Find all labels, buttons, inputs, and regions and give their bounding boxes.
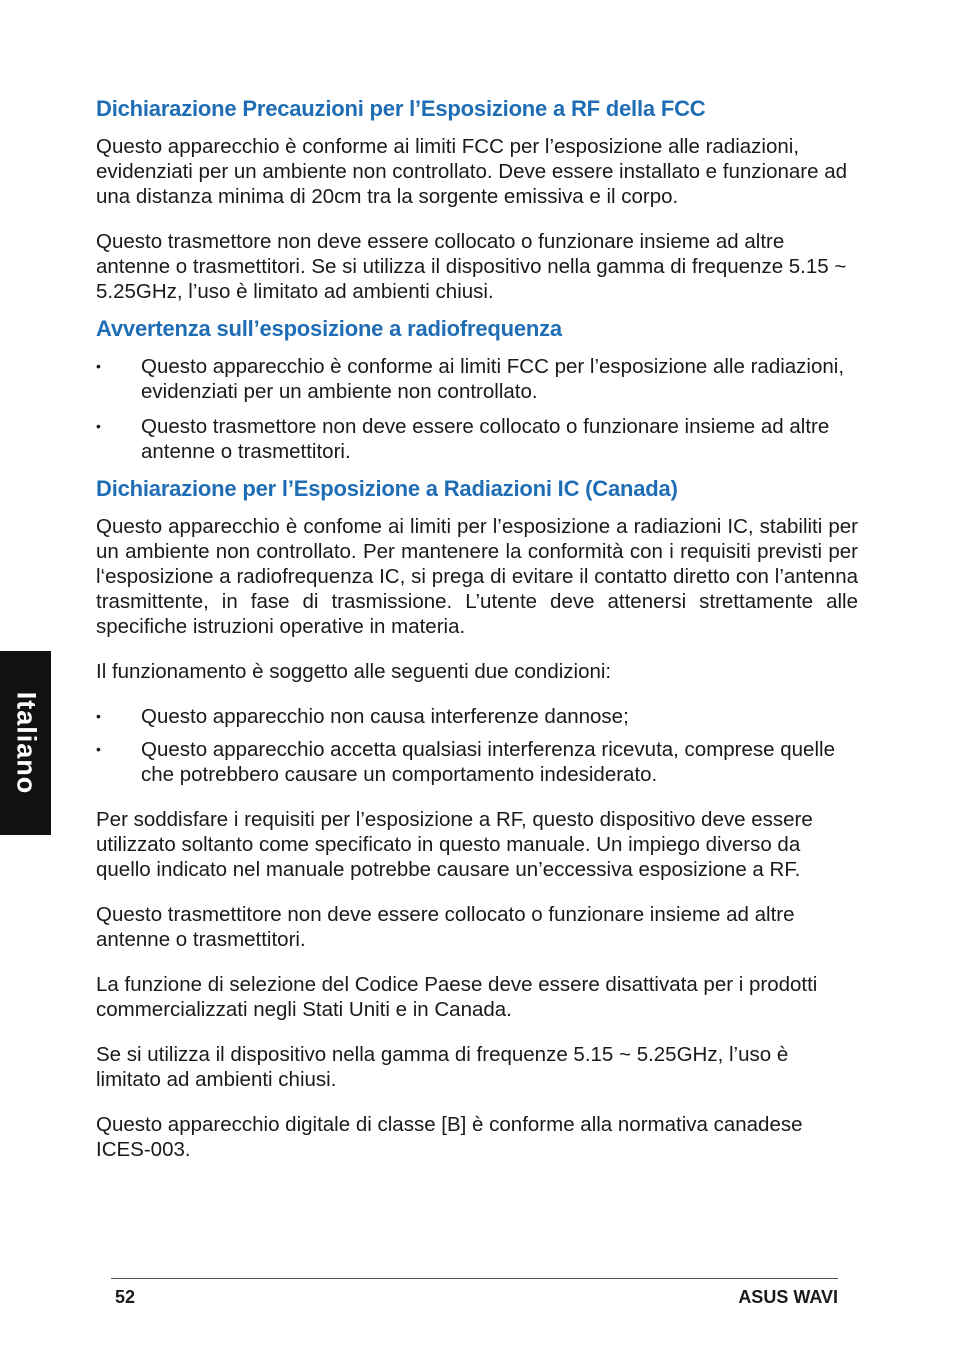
fcc-heading: Dichiarazione Precauzioni per l’Esposizione a RF della FCC xyxy=(96,96,706,121)
ic-paragraph-4: Questo trasmettitore non deve essere collocato o funzionare insieme ad altre antenne o trasmettitori. xyxy=(96,903,795,951)
list-item-text: Questo apparecchio accetta qualsiasi interferenza ricevuta, comprese quelle che potrebbero causare un comportamento indesiderato. xyxy=(141,738,835,786)
list-item xyxy=(96,737,858,787)
list-item-text: Questo apparecchio è conforme ai limiti FCC per l’esposizione alle radiazioni, evidenziati per un ambiente non controllato. xyxy=(141,355,845,403)
ic-paragraph-7: Questo apparecchio digitale di classe [B] è conforme alla normativa canadese ICES-003. xyxy=(96,1113,803,1161)
footer-divider xyxy=(111,1278,838,1279)
page-content xyxy=(96,94,858,1162)
ic-paragraph-5: La funzione di selezione del Codice Paese deve essere disattivata per i prodotti commercializzati negli Stati Uniti e in Canada. xyxy=(96,973,818,1021)
bullet-icon: • xyxy=(96,708,101,724)
bullet-icon: • xyxy=(96,418,101,434)
ic-paragraph-6: Se si utilizza il dispositivo nella gamma di frequenze 5.15 ~ 5.25GHz, l’uso è limitato ad ambienti chiusi. xyxy=(96,1043,789,1091)
language-tab xyxy=(0,651,51,835)
list-item-text: Questo trasmettore non deve essere collocato o funzionare insieme ad altre antenne o trasmettitori. xyxy=(141,415,830,463)
page-number: 52 xyxy=(115,1287,136,1307)
list-item-text: Questo apparecchio non causa interferenze dannose; xyxy=(141,705,629,728)
ic-paragraph-1: Questo apparecchio è confome ai limiti per l’esposizione a radiazioni IC, stabiliti per un ambiente non controllato. Per mantenere la conformità con i requisiti previsti per l‘esposizione a radiofrequenza IC, si prega di evitare il contatto diretto con l’antenna trasmittente, in fase di trasmissione. L’utente deve attenersi strettamente alle specifiche istruzioni operative in materia. xyxy=(96,515,858,638)
warning-bullet-list xyxy=(96,354,858,464)
language-tab-label: Italiano xyxy=(11,691,41,795)
list-item xyxy=(96,354,858,404)
bullet-icon: • xyxy=(96,741,101,757)
footer-brand: ASUS WAVI xyxy=(738,1287,838,1307)
ic-bullet-list xyxy=(96,704,858,787)
ic-paragraph-3: Per soddisfare i requisiti per l’esposizione a RF, questo dispositivo deve essere utilizzato soltanto come specificato in questo manuale. Un impiego diverso da quello indicato nel manuale potrebbe causare un’eccessiva esposizione a RF. xyxy=(96,808,813,881)
warning-heading: Avvertenza sull’esposizione a radiofrequenza xyxy=(96,316,562,341)
bullet-icon: • xyxy=(96,358,101,374)
ic-paragraph-2: Il funzionamento è soggetto alle seguenti due condizioni: xyxy=(96,660,612,683)
ic-heading: Dichiarazione per l’Esposizione a Radiazioni IC (Canada) xyxy=(96,476,678,501)
fcc-paragraph-1: Questo apparecchio è conforme ai limiti FCC per l’esposizione alle radiazioni, evidenziati per un ambiente non controllato. Deve essere installato e funzionare ad una distanza minima di 20cm tra la sorgente emissiva e il corpo. xyxy=(96,135,847,208)
list-item xyxy=(96,414,858,464)
fcc-paragraph-2: Questo trasmettore non deve essere collocato o funzionare insieme ad altre antenne o trasmettitori. Se si utilizza il dispositivo nella gamma di frequenze 5.15 ~ 5.25GHz, l’uso è limitato ad ambienti chiusi. xyxy=(96,230,847,303)
list-item xyxy=(96,704,858,729)
